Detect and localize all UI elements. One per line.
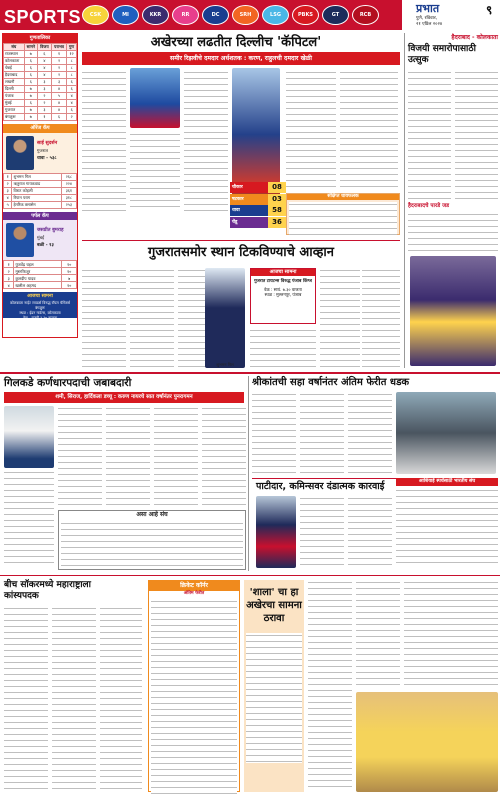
cricket-corner (148, 580, 240, 792)
player-photo (205, 268, 245, 368)
points-cell: ६ (67, 78, 77, 85)
delhi-scorecard (286, 193, 400, 235)
points-cell: २ (51, 64, 66, 71)
gill-team-list (61, 521, 243, 569)
today-match-teams: कोलकाता नाईट रायडर्स विरुद्ध रॉयल चॅलेंजर्स बंगळुरू (9, 300, 71, 310)
points-header: संघ (4, 43, 25, 50)
points-cell: बंगळुरू (4, 113, 25, 120)
points-cell: गुजरात (4, 106, 25, 113)
page-number: ९ (486, 3, 493, 17)
cricket-corner-body (151, 599, 237, 797)
gujarat-body-col6 (362, 268, 400, 368)
team-logo: SRH (232, 5, 259, 25)
orange-cap-cell: हेनरिक क्लासेन (12, 201, 61, 208)
scorecard-body (289, 202, 397, 235)
shreekant-body-col2 (300, 392, 344, 474)
points-cell: ४ (51, 99, 66, 106)
points-cell: ३ (38, 85, 52, 92)
shala-body (246, 633, 302, 763)
patidar-body-col2 (348, 496, 392, 568)
stat-row (230, 182, 286, 193)
points-cell: ७ (24, 85, 38, 92)
player-photo (4, 406, 54, 468)
gujarat-body-col1 (82, 268, 126, 368)
brand-box (400, 0, 500, 30)
beach-headline: बीच सॉकरमध्ये महाराष्ट्राला कांस्यपदक (4, 580, 91, 601)
orange-cap-cell: ३६१ (61, 187, 76, 194)
orange-cap-cell: विराट कोहली (12, 187, 61, 194)
table-row (4, 78, 77, 85)
points-cell: कोलकाता (4, 57, 25, 64)
shala-body-col2 (308, 580, 352, 792)
points-cell: ५ (51, 92, 66, 99)
table-row (4, 268, 77, 275)
points-cell: ४ (67, 99, 77, 106)
orange-cap-score: धावा - ५३८ (37, 155, 57, 161)
points-table-title: गुणतालिका (3, 34, 77, 43)
cricket-corner-subtitle: अंतिम फेरीत (183, 591, 205, 597)
orange-cap-cell: २२४ (61, 180, 76, 187)
masthead (0, 0, 500, 30)
table-row (4, 180, 77, 187)
orange-cap-cell: रियान पराग (12, 194, 61, 201)
shala-headline: 'शाला' चा हा अखेरचा सामना ठरावा (246, 587, 302, 624)
points-cell: ४ (38, 71, 52, 78)
purple-cap-cell: ७ (62, 275, 77, 282)
today-match-box (3, 292, 77, 318)
gill-body-col4 (154, 406, 198, 506)
orange-cap-cell: शुभमन गिल (12, 173, 61, 180)
team-logo: GT (322, 5, 349, 25)
points-header: सामने (24, 43, 38, 50)
gill-subhead-text: शमी, सिराज, हार्दिकला डच्चू : करुण नायरचे सात वर्षानंतर पुनरागमन (55, 394, 193, 400)
delhi-subhead (82, 52, 400, 65)
player-photo (410, 256, 496, 366)
kkr-body-col2 (455, 70, 498, 200)
points-cell: ६ (24, 64, 38, 71)
shreekant-body-col1 (252, 392, 296, 474)
today-match-time: वेळ - दुपारी ३.३० वाजता (22, 315, 58, 320)
table-row (4, 64, 77, 71)
gujarat-headline: गुजरातसमोर स्थान टिकविण्याचे आव्हान (148, 245, 334, 260)
points-cell: ६ (67, 106, 77, 113)
points-cell: ४ (51, 106, 66, 113)
points-cell: दिल्ली (4, 85, 25, 92)
points-cell: पंजाब (4, 92, 25, 99)
points-cell: ३ (38, 106, 52, 113)
beach-body-col1 (4, 606, 48, 792)
team-logo: DC (202, 5, 229, 25)
kkr-side-body (408, 212, 498, 252)
section-title: SPORTS (4, 7, 82, 27)
table-row (4, 57, 77, 64)
gill-body-col2 (58, 406, 102, 506)
team-logo: RCB (352, 5, 379, 25)
delhi-body-col2 (130, 132, 180, 212)
points-table (3, 43, 77, 121)
table-row (4, 187, 77, 194)
purple-cap-cell: १० (62, 261, 77, 268)
delhi-stat-box (230, 182, 286, 228)
patidar-box (396, 478, 498, 568)
table-row (4, 173, 77, 180)
points-cell: ६ (24, 71, 38, 78)
beach-body-col2 (52, 606, 96, 792)
purple-cap-cell: कुलदीप यादव (14, 275, 62, 282)
orange-cap-cell: ३ (4, 187, 12, 194)
player-photo (356, 692, 498, 792)
points-cell: ३ (38, 78, 52, 85)
purple-cap-team: मुंबई (37, 236, 45, 242)
gujarat-match-teams: गुजरात टायटन्स विरुद्ध पंजाब किंग्ज (254, 278, 312, 284)
gill-headline: गिलकडे कर्णधारपदाची जबाबदारी (4, 377, 132, 389)
points-cell: ८ (67, 71, 77, 78)
purple-cap-cell: १० (62, 268, 77, 275)
purple-cap-player: जसप्रीत बुमराह (37, 228, 64, 234)
purple-cap-cell: मुस्तफिजूर (14, 268, 62, 275)
points-cell: ८ (67, 57, 77, 64)
shala-block (244, 580, 304, 792)
purple-cap-score: बळी - १३ (37, 243, 54, 249)
shreekant-headline: श्रीकांतची सहा वर्षानंतर अंतिम फेरीत धडक (252, 377, 410, 388)
orange-cap-cell: २५३ (61, 201, 76, 208)
kkr-body-col1 (408, 70, 451, 200)
points-cell: ४ (51, 85, 66, 92)
team-logo: MI (112, 5, 139, 25)
points-cell: ६ (38, 50, 52, 57)
shreekant-body-col3 (348, 392, 392, 474)
points-cell: ८ (67, 64, 77, 71)
points-cell: ४ (38, 64, 52, 71)
team-logo: RR (172, 5, 199, 25)
kkr-kicker: हैदराबाद - कोलकाता (451, 34, 498, 41)
table-row (4, 282, 77, 289)
stat-value: 36 (268, 217, 286, 228)
points-cell: २ (38, 92, 52, 99)
points-cell: २ (67, 113, 77, 120)
gujarat-match-title: आजचा सामना (251, 269, 315, 276)
gill-body-col1 (4, 470, 54, 565)
gujarat-body-col5 (320, 268, 360, 368)
points-cell: ६ (51, 113, 66, 120)
gujarat-match-box (250, 268, 316, 324)
delhi-headline: अखेरच्या लढतीत दिल्लीच 'कॅपिटल' (150, 35, 322, 50)
team-logo: KKR (142, 5, 169, 25)
stat-value: 03 (268, 194, 286, 205)
patidar-box-body (396, 488, 498, 568)
purple-cap-cell: युजवेंद्र चहल (14, 261, 62, 268)
points-cell: ७ (24, 106, 38, 113)
stat-row (230, 194, 286, 205)
stat-value: 08 (268, 182, 286, 193)
stat-label: धावा (230, 205, 268, 216)
shala-body-col4 (404, 580, 498, 688)
team-logo: PBKS (292, 5, 319, 25)
table-row (4, 106, 77, 113)
points-cell: ६ (24, 78, 38, 85)
table-row (4, 275, 77, 282)
delhi-body-col4 (286, 70, 336, 190)
delhi-subhead-text: समीर रिझवीचे दमदार अर्धशतक : करण, राहुलची दमदार खेळी (170, 55, 312, 62)
delhi-body-col5 (340, 70, 398, 190)
purple-cap-cell: ३ (4, 275, 14, 282)
kkr-headline: विजयी समारोपासाठी उत्सुक (408, 44, 476, 65)
points-cell: मुंबई (4, 99, 25, 106)
points-header: गुण (67, 43, 77, 50)
points-cell: २ (51, 57, 66, 64)
orange-cap-cell: ४ (4, 194, 12, 201)
patidar-box-title: आशियाई स्पर्धेसाठी भारतीय संघ (396, 478, 498, 486)
purple-cap-cell: खलील अहमद (14, 282, 62, 289)
points-cell: ६ (24, 99, 38, 106)
points-cell: १ (38, 113, 52, 120)
table-row (4, 194, 77, 201)
patidar-headline: पाटीदार, कमिन्सवर दंडात्मक कारवाई (256, 481, 385, 492)
player-photo (6, 136, 34, 170)
edition: पुणे, रविवार, (416, 16, 438, 21)
player-photo (256, 496, 296, 568)
gujarat-match-time: वेळ : सायं. ७.३० वाजता (264, 286, 302, 292)
orange-cap-cell: ३१८ (61, 194, 76, 201)
stat-row (230, 217, 286, 228)
points-cell: ६ (24, 57, 38, 64)
orange-cap-cell: ऋतुराज गायकवाड (12, 180, 61, 187)
stat-value: 58 (268, 205, 286, 216)
today-match-venue: स्थळ : ईडन गार्डन्स, कोलकाता (19, 310, 61, 315)
orange-cap-title: ऑरेंज कॅप (3, 124, 77, 133)
orange-cap-cell: २ (4, 180, 12, 187)
player-photo (396, 392, 496, 474)
gill-body-col5 (202, 406, 246, 506)
table-row (4, 201, 77, 208)
points-cell: ३ (51, 78, 66, 85)
points-cell: ७ (24, 113, 38, 120)
team-logo-strip (82, 4, 382, 26)
gill-body-col3 (106, 406, 150, 506)
points-cell: ६ (67, 85, 77, 92)
team-logo: LSG (262, 5, 289, 25)
orange-cap-player: साई सुदर्शन (37, 140, 58, 146)
delhi-body-col1 (82, 70, 126, 212)
player-photo (6, 223, 34, 257)
points-cell: १२ (67, 50, 77, 57)
patidar-body-col1 (300, 496, 344, 568)
stat-label: चौकार (230, 182, 268, 193)
points-cell: ४ (38, 57, 52, 64)
gill-team-box (58, 510, 246, 570)
purple-cap-cell: १० (62, 282, 77, 289)
purple-cap-cell: २ (4, 268, 14, 275)
table-row (4, 113, 77, 120)
points-header: पराभव (51, 43, 66, 50)
gujarat-body-col3 (178, 268, 206, 368)
orange-cap-team: गुजरात (37, 148, 48, 154)
table-row (4, 71, 77, 78)
gujarat-body-col2 (130, 268, 174, 368)
date: २१ एप्रिल २०२४ (416, 22, 443, 27)
points-cell: ७ (24, 50, 38, 57)
cricket-corner-title: क्रिकेट कॉर्नर (149, 581, 239, 591)
points-cell: ७ (24, 92, 38, 99)
points-cell: २ (51, 71, 66, 78)
orange-cap-cell: १ (4, 173, 12, 180)
stat-label: चेंडू (230, 217, 268, 228)
gill-team-title: असा आहे संघ (136, 511, 168, 518)
table-row (4, 99, 77, 106)
purple-cap-title: पर्पल कॅप (3, 212, 77, 221)
orange-cap-table (3, 173, 77, 209)
today-match-title: आजचा सामना (27, 294, 53, 300)
delhi-body-col3 (184, 70, 228, 212)
player-photo (130, 68, 180, 128)
orange-cap-cell: २६८ (61, 173, 76, 180)
gujarat-match-venue: स्थळ : मुल्लनपूर, पंजाब (264, 292, 302, 298)
points-header: विजय (38, 43, 52, 50)
purple-cap-cell: ४ (4, 282, 14, 289)
points-cell: १ (51, 50, 66, 57)
table-row (4, 50, 77, 57)
player-caption: शुभमन गिल (216, 362, 234, 367)
points-cell: हैदराबाद (4, 71, 25, 78)
scorecard-title: संक्षिप्त धावफलक (287, 194, 399, 200)
purple-cap-table (3, 260, 77, 289)
points-cell: २ (38, 99, 52, 106)
left-sidebar (2, 33, 78, 338)
points-cell: राजस्थान (4, 50, 25, 57)
beach-body-col3 (100, 606, 142, 792)
gujarat-body-col4 (250, 328, 316, 368)
stat-row (230, 205, 286, 216)
team-logo: CSK (82, 5, 109, 25)
purple-cap-cell: १ (4, 261, 14, 268)
points-cell: चेन्नई (4, 64, 25, 71)
orange-cap-cell: ५ (4, 201, 12, 208)
brand-name: प्रभात (416, 2, 440, 15)
stat-label: षटकार (230, 194, 268, 205)
points-cell: ४ (67, 92, 77, 99)
points-cell: लखनौ (4, 78, 25, 85)
shala-body-col3 (356, 580, 400, 690)
table-row (4, 92, 77, 99)
table-row (4, 261, 77, 268)
gill-subhead (4, 392, 244, 403)
kkr-side-title: हैदराबादचे पारडे जड (408, 203, 450, 209)
table-row (4, 85, 77, 92)
